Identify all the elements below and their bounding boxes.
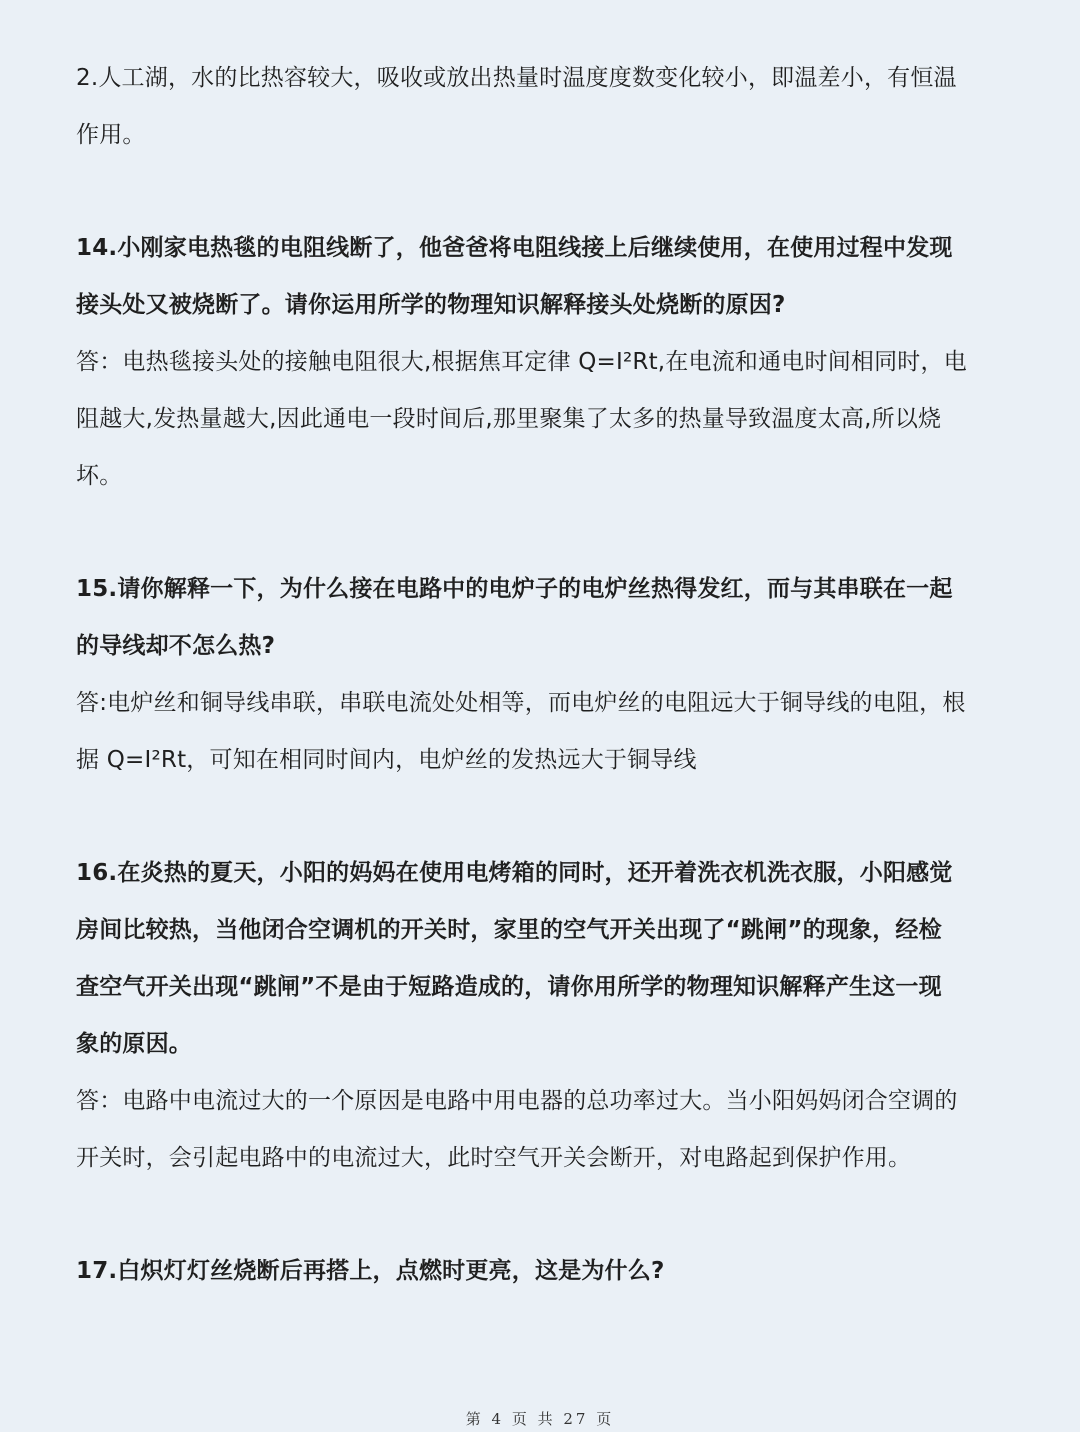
document-page [76,50,1006,1300]
answer-line: 坏。 [76,463,123,489]
answer-line: 阻越大,发热量越大,因此通电一段时间后,那里聚集了太多的热量导致温度太高,所以烧 [76,406,942,432]
question-line: 查空气开关出现“跳闸”不是由于短路造成的，请你用所学的物理知识解释产生这一现 [76,974,942,1000]
question-line: 象的原因。 [76,1031,192,1057]
question-line: 16.在炎热的夏天，小阳的妈妈在使用电烤箱的同时，还开着洗衣机洗衣服，小阳感觉 [76,860,953,886]
answer-14 [76,334,1006,505]
intro-answer [76,50,1006,164]
answer-line: 据 Q=I²Rt，可知在相同时间内，电炉丝的发热远大于铜导线 [76,747,697,773]
question-14 [76,220,1006,334]
question-16 [76,845,1006,1073]
question-15 [76,561,1006,675]
answer-16 [76,1073,1006,1187]
question-line: 17.白炽灯灯丝烧断后再搭上，点燃时更亮，这是为什么? [76,1258,665,1284]
answer-line: 答:电炉丝和铜导线串联，串联电流处处相等，而电炉丝的电阻远大于铜导线的电阻，根 [76,690,966,716]
question-line: 的导线却不怎么热? [76,633,276,659]
question-line: 15.请你解释一下，为什么接在电路中的电炉子的电炉丝热得发红，而与其串联在一起 [76,576,953,602]
page-number-footer: 第 4 页 共 27 页 [465,1410,615,1428]
question-17 [76,1243,1006,1300]
question-line: 14.小刚家电热毯的电阻线断了，他爸爸将电阻线接上后继续使用，在使用过程中发现 [76,235,953,261]
text-line: 2.人工湖，水的比热容较大，吸收或放出热量时温度度数变化较小，即温差小，有恒温 [76,65,957,91]
answer-line: 开关时，会引起电路中的电流过大，此时空气开关会断开，对电路起到保护作用。 [76,1145,912,1171]
text-line: 作用。 [76,122,146,148]
answer-15 [76,675,1006,789]
answer-line: 答：电路中电流过大的一个原因是电路中用电器的总功率过大。当小阳妈妈闭合空调的 [76,1088,958,1114]
question-line: 房间比较热，当他闭合空调机的开关时，家里的空气开关出现了“跳闸”的现象，经检 [76,917,942,943]
answer-line: 答：电热毯接头处的接触电阻很大,根据焦耳定律 Q=I²Rt,在电流和通电时间相同时，电 [76,349,967,375]
question-line: 接头处又被烧断了。请你运用所学的物理知识解释接头处烧断的原因? [76,292,786,318]
